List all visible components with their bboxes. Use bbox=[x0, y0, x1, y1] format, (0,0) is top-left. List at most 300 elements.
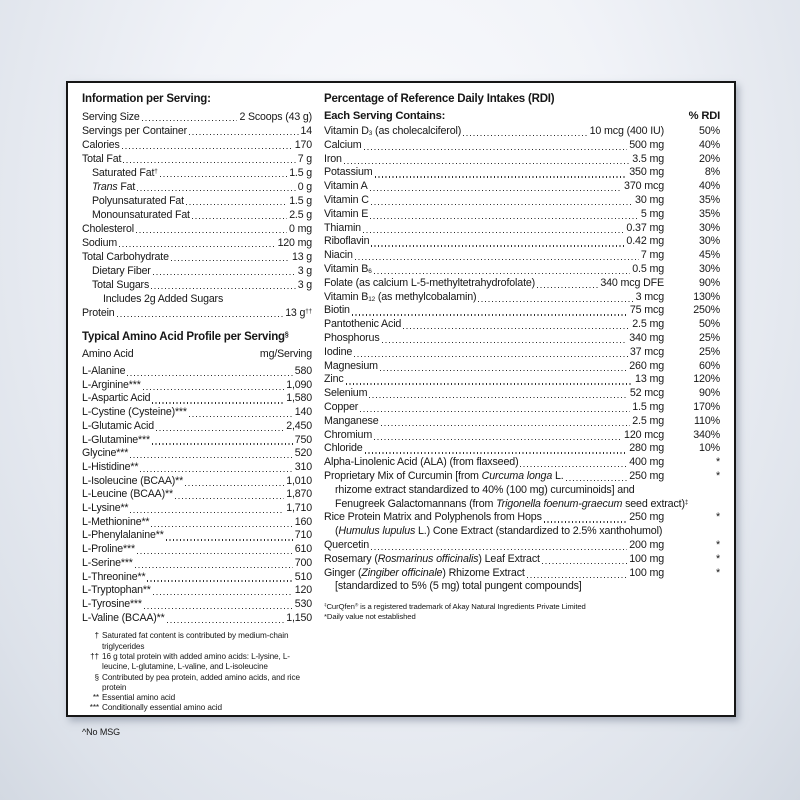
footnote-text: Conditionally essential amino acid bbox=[102, 703, 222, 713]
dot-leader bbox=[369, 397, 627, 398]
dot-leader bbox=[363, 232, 624, 233]
dot-leader bbox=[370, 190, 622, 191]
rdi-row-main bbox=[324, 429, 664, 443]
amino-row bbox=[82, 557, 312, 571]
row-label: L-Aspartic Acid bbox=[82, 392, 151, 405]
footnote: *Daily value not established bbox=[324, 611, 416, 621]
dot-leader bbox=[566, 480, 628, 481]
rdi-row-main bbox=[324, 442, 664, 456]
dot-leader bbox=[186, 204, 287, 205]
dot-leader bbox=[140, 471, 292, 472]
row-label: Total Carbohydrate bbox=[82, 251, 169, 263]
rdi-row-main bbox=[324, 208, 664, 222]
row-label: Vitamin D3 (as cholecalciferol) bbox=[324, 125, 462, 137]
footnote-text: Saturated fat content is contributed by medium-chain triglycerides bbox=[102, 631, 289, 651]
row-value: 0 mg bbox=[289, 223, 312, 235]
rdi-row bbox=[324, 208, 720, 222]
rdi-row bbox=[324, 318, 720, 332]
row-rdi: 60% bbox=[699, 359, 720, 372]
dot-leader bbox=[355, 259, 639, 260]
sup-text: ® bbox=[354, 602, 359, 608]
rdi-header-row bbox=[324, 109, 720, 123]
row-amount: 3.5 mg bbox=[632, 152, 664, 165]
dot-leader bbox=[381, 425, 631, 426]
amino-row bbox=[82, 612, 312, 626]
rdi-row bbox=[324, 222, 720, 236]
row-label: Total Sugars bbox=[92, 279, 150, 291]
row-label: L-Cystine (Cysteine)*** bbox=[82, 406, 187, 419]
row-amount: 13 mg bbox=[635, 373, 664, 386]
row-label: Thiamin bbox=[324, 221, 361, 234]
rdi-title: Percentage of Reference Daily Intakes (RDI) bbox=[324, 93, 555, 105]
row-value: 700 bbox=[294, 556, 312, 569]
row-amount: 250 mg bbox=[629, 469, 664, 482]
row-value: 710 bbox=[294, 529, 312, 542]
italic-text: Curcuma longa bbox=[481, 469, 553, 482]
rdi-row-main bbox=[324, 166, 664, 180]
row-value: 310 bbox=[294, 460, 312, 473]
footnote-marker: § bbox=[94, 672, 99, 682]
row-value: 160 bbox=[294, 515, 312, 528]
amino-header-unit: mg/Serving bbox=[259, 348, 312, 360]
row-value: 170 bbox=[294, 139, 312, 151]
row-label: Vitamin A bbox=[324, 180, 368, 193]
row-value: 13 g bbox=[291, 251, 312, 263]
row-label: Sodium bbox=[82, 237, 118, 249]
rdi-row-main bbox=[324, 153, 664, 167]
rdi-row-main bbox=[324, 511, 664, 525]
dot-leader bbox=[371, 204, 633, 205]
info-row bbox=[82, 264, 312, 278]
row-label: Alpha-Linolenic Acid (ALA) (from flaxseed) bbox=[324, 456, 519, 469]
amino-row bbox=[82, 502, 312, 516]
dot-leader bbox=[463, 135, 587, 136]
row-label: Total Fat bbox=[82, 153, 122, 165]
rdi-row bbox=[324, 291, 720, 305]
amino-row bbox=[82, 543, 312, 557]
row-rdi: 30% bbox=[699, 235, 720, 248]
row-rdi: * bbox=[715, 469, 720, 482]
info-row bbox=[82, 194, 312, 208]
rdi-row bbox=[324, 360, 720, 374]
rdi-row bbox=[324, 539, 720, 553]
rdi-row bbox=[324, 139, 720, 153]
row-label: Chloride bbox=[324, 442, 363, 455]
rdi-row bbox=[324, 387, 720, 401]
row-value: 1,870 bbox=[286, 488, 312, 501]
row-value: 3 g bbox=[297, 265, 312, 277]
dot-leader bbox=[137, 190, 296, 191]
row-label: Chromium bbox=[324, 428, 373, 441]
row-label: Folate (as calcium L-5-methyltetrahydrofolate) bbox=[324, 276, 536, 289]
rdi-row-main bbox=[324, 291, 664, 305]
row-label: Monounsaturated Fat bbox=[92, 209, 190, 221]
row-value: 2 Scoops (43 g) bbox=[239, 111, 312, 123]
amino-row bbox=[82, 406, 312, 420]
rdi-continuation: rhizome extract standardized to 40% (100 mg) curcuminoids] and bbox=[335, 483, 635, 496]
sup-text: ‡ bbox=[324, 602, 327, 608]
row-amount: 400 mg bbox=[629, 456, 664, 469]
rdi-row-main bbox=[324, 567, 664, 581]
row-value: 610 bbox=[294, 543, 312, 556]
row-label: Serving Size bbox=[82, 111, 140, 123]
footnote-text: Contributed by pea protein, added amino acids, and rice protein bbox=[102, 672, 300, 692]
rdi-row-main bbox=[324, 415, 664, 429]
row-label: Vitamin B12 (as methylcobalamin) bbox=[324, 290, 477, 303]
row-rdi: 90% bbox=[699, 387, 720, 400]
dot-leader bbox=[189, 416, 293, 417]
row-amount: 0.42 mg bbox=[626, 235, 664, 248]
row-amount: 500 mg bbox=[629, 138, 664, 151]
rdi-header-label: Each Serving Contains: bbox=[324, 110, 446, 122]
dot-leader bbox=[153, 594, 293, 595]
amino-row bbox=[82, 420, 312, 434]
row-label: Glycine*** bbox=[82, 447, 129, 460]
row-value: 14 bbox=[300, 125, 312, 137]
row-rdi: 40% bbox=[699, 138, 720, 151]
rdi-row bbox=[324, 511, 720, 525]
footnote-marker: †† bbox=[90, 651, 99, 661]
row-rdi: 110% bbox=[694, 414, 720, 427]
rdi-row bbox=[324, 263, 720, 277]
dot-leader bbox=[520, 466, 627, 467]
row-amount: 1.5 mg bbox=[632, 400, 664, 413]
rdi-row bbox=[324, 415, 720, 429]
row-label: L-Threonine** bbox=[82, 570, 146, 583]
row-label: Copper bbox=[324, 400, 359, 413]
rdi-continuation: Fenugreek Galactomannans (from Trigonella foenum-graecum seed extract)‡ bbox=[335, 497, 689, 510]
right-column bbox=[324, 93, 720, 737]
row-label: L-Leucine (BCAA)** bbox=[82, 488, 173, 501]
amino-row bbox=[82, 516, 312, 530]
dot-leader bbox=[160, 176, 288, 177]
row-label: Iron bbox=[324, 152, 342, 165]
dot-leader bbox=[374, 273, 631, 274]
rdi-row-main bbox=[324, 553, 664, 567]
row-rdi: 170% bbox=[693, 400, 720, 413]
info-row bbox=[82, 124, 312, 138]
rdi-row-main bbox=[324, 360, 664, 374]
row-label: Cholesterol bbox=[82, 223, 134, 235]
rdi-row-main bbox=[324, 470, 664, 484]
italic-text: Humulus lupulus bbox=[338, 525, 416, 538]
dot-leader bbox=[122, 148, 293, 149]
row-label: L-Isoleucine (BCAA)** bbox=[82, 474, 184, 487]
row-amount: 10 mcg (400 IU) bbox=[589, 125, 664, 137]
rdi-row-main bbox=[324, 387, 664, 401]
dot-leader bbox=[152, 402, 284, 403]
rdi-row-main bbox=[324, 249, 664, 263]
row-label: Protein bbox=[82, 307, 115, 319]
rdi-row-main bbox=[324, 222, 664, 236]
row-label: Saturated Fat† bbox=[92, 167, 158, 179]
dot-leader bbox=[527, 577, 628, 578]
dot-leader bbox=[478, 301, 633, 302]
row-label: Vitamin C bbox=[324, 193, 369, 206]
italic-text: Trans bbox=[92, 181, 118, 193]
rdi-row-main bbox=[324, 318, 664, 332]
row-rdi: 30% bbox=[699, 221, 720, 234]
dot-leader bbox=[135, 567, 293, 568]
footnote bbox=[82, 693, 312, 703]
row-rdi: 40% bbox=[699, 180, 720, 193]
row-label: Iodine bbox=[324, 345, 353, 358]
row-rdi: 50% bbox=[699, 125, 720, 137]
row-label: Vitamin E bbox=[324, 207, 369, 220]
dot-leader bbox=[130, 457, 293, 458]
row-value: 1,580 bbox=[286, 392, 312, 405]
row-label: Proprietary Mix of Curcumin [from Curcuma longa L. bbox=[324, 469, 564, 482]
amino-row bbox=[82, 529, 312, 543]
row-rdi: * bbox=[715, 511, 720, 524]
row-rdi: * bbox=[715, 552, 720, 565]
dot-leader bbox=[371, 245, 624, 246]
amino-row bbox=[82, 365, 312, 379]
rdi-row bbox=[324, 235, 720, 249]
sup-text: †† bbox=[305, 307, 312, 315]
row-rdi: * bbox=[715, 566, 720, 579]
info-row bbox=[82, 306, 312, 320]
row-rdi: 250% bbox=[693, 304, 720, 317]
row-value: 7 g bbox=[297, 153, 312, 165]
sub-text: 6 bbox=[368, 267, 372, 275]
dot-leader bbox=[166, 539, 293, 540]
dot-leader bbox=[185, 485, 284, 486]
row-label: Dietary Fiber bbox=[92, 265, 151, 277]
row-rdi: 8% bbox=[704, 166, 720, 179]
info-row bbox=[82, 166, 312, 180]
footnote bbox=[82, 652, 312, 673]
italic-text: Rosmarinus officinalis bbox=[377, 552, 479, 565]
row-label: Phosphorus bbox=[324, 331, 380, 344]
row-label: L-Serine*** bbox=[82, 556, 133, 569]
dot-leader bbox=[344, 163, 630, 164]
row-value: 580 bbox=[294, 365, 312, 377]
row-label: L-Glutamine*** bbox=[82, 433, 150, 446]
info-row bbox=[82, 250, 312, 264]
footnote-marker: † bbox=[94, 631, 99, 641]
amino-row bbox=[82, 475, 312, 489]
dot-leader bbox=[370, 218, 639, 219]
row-value: 1,090 bbox=[286, 378, 312, 391]
info-row bbox=[82, 152, 312, 166]
amino-row bbox=[82, 571, 312, 585]
rdi-row bbox=[324, 249, 720, 263]
row-value: 530 bbox=[294, 597, 312, 610]
amino-row bbox=[82, 434, 312, 448]
amino-row bbox=[82, 461, 312, 475]
row-amount: 5 mg bbox=[640, 207, 664, 220]
rdi-rows bbox=[324, 125, 720, 594]
row-rdi: 120% bbox=[693, 373, 720, 386]
row-amount: 340 mcg DFE bbox=[600, 276, 664, 289]
row-amount: 100 mg bbox=[629, 552, 664, 565]
rdi-row bbox=[324, 470, 720, 484]
amino-row bbox=[82, 598, 312, 612]
row-label: Vitamin B6 bbox=[324, 262, 372, 275]
dot-leader bbox=[192, 218, 287, 219]
dot-leader bbox=[144, 608, 293, 609]
row-rdi: 35% bbox=[699, 207, 720, 220]
dot-leader bbox=[537, 287, 598, 288]
row-value: 2,450 bbox=[286, 419, 312, 432]
dot-leader bbox=[175, 498, 284, 499]
info-row bbox=[82, 236, 312, 250]
rdi-header-percent: % RDI bbox=[688, 110, 720, 122]
rdi-row bbox=[324, 429, 720, 443]
dot-leader bbox=[371, 549, 627, 550]
row-value: 120 bbox=[294, 584, 312, 597]
dot-leader bbox=[171, 260, 290, 261]
row-rdi: 25% bbox=[699, 331, 720, 344]
row-value: 510 bbox=[294, 570, 312, 583]
dot-leader bbox=[365, 452, 628, 453]
rdi-row bbox=[324, 553, 720, 567]
rdi-row-main bbox=[324, 373, 664, 387]
dot-leader bbox=[137, 553, 293, 554]
amino-profile-title: Typical Amino Acid Profile per Serving§ bbox=[82, 331, 289, 343]
rdi-continuation: [standardized to 5% (5 mg) total pungent compounds] bbox=[335, 580, 582, 593]
rdi-row bbox=[324, 456, 720, 470]
rdi-row bbox=[324, 567, 720, 581]
supplement-facts-panel bbox=[66, 81, 736, 737]
sup-text: † bbox=[154, 167, 158, 175]
left-footnotes bbox=[82, 631, 312, 713]
sup-text: ‡ bbox=[684, 498, 689, 506]
row-rdi: 50% bbox=[699, 318, 720, 331]
row-rdi: 45% bbox=[699, 249, 720, 262]
footnote bbox=[82, 631, 312, 652]
dot-leader bbox=[189, 134, 298, 135]
row-label: L-Arginine*** bbox=[82, 378, 141, 391]
rdi-row-main bbox=[324, 194, 664, 208]
row-value: 120 mg bbox=[277, 237, 312, 249]
rdi-row bbox=[324, 166, 720, 180]
row-amount: 52 mcg bbox=[629, 387, 664, 400]
row-label: Potassium bbox=[324, 166, 373, 179]
row-rdi: 20% bbox=[699, 152, 720, 165]
row-label: Quercetin bbox=[324, 538, 369, 551]
amino-row bbox=[82, 488, 312, 502]
row-amount: 75 mcg bbox=[629, 304, 664, 317]
dot-leader bbox=[360, 411, 630, 412]
dot-leader bbox=[151, 526, 292, 527]
rdi-row bbox=[324, 194, 720, 208]
row-rdi: 340% bbox=[693, 428, 720, 441]
row-label: Selenium bbox=[324, 387, 368, 400]
row-label: Trans Fat bbox=[92, 181, 136, 193]
row-amount: 30 mg bbox=[635, 193, 664, 206]
row-value: 1.5 g bbox=[289, 195, 312, 207]
sub-text: 3 bbox=[368, 129, 373, 137]
footnote: ‡CurQfen® is a registered trademark of Akay Natural Ingredients Private Limited bbox=[324, 602, 586, 612]
row-label: L-Tyrosine*** bbox=[82, 597, 142, 610]
dot-leader bbox=[123, 162, 295, 163]
row-label: Polyunsaturated Fat bbox=[92, 195, 184, 207]
row-label: L-Alanine bbox=[82, 365, 126, 377]
row-label: L-Phenylalanine** bbox=[82, 529, 164, 542]
row-label: Rosemary (Rosmarinus officinalis) Leaf Extract bbox=[324, 552, 540, 565]
row-rdi: 130% bbox=[693, 290, 720, 303]
dot-leader bbox=[364, 149, 628, 150]
dot-leader bbox=[130, 512, 284, 513]
row-label: Manganese bbox=[324, 414, 379, 427]
row-label: L-Proline*** bbox=[82, 543, 135, 556]
row-label: Ginger (Zingiber officinale) Rhizome Extract bbox=[324, 566, 525, 579]
info-row bbox=[82, 222, 312, 236]
row-amount: 2.5 mg bbox=[632, 414, 664, 427]
row-amount: 37 mcg bbox=[629, 345, 664, 358]
row-label: Niacin bbox=[324, 249, 353, 262]
row-label: Calories bbox=[82, 139, 120, 151]
rdi-row bbox=[324, 277, 720, 291]
row-amount: 0.37 mg bbox=[626, 221, 664, 234]
no-msg-note: ^No MSG bbox=[82, 726, 121, 737]
dot-leader bbox=[542, 563, 627, 564]
sup-text: § bbox=[284, 331, 289, 339]
dot-leader bbox=[375, 176, 628, 177]
dot-leader bbox=[352, 314, 628, 315]
row-value: 1.5 g bbox=[289, 167, 312, 179]
row-label: Biotin bbox=[324, 304, 350, 317]
row-amount: 340 mg bbox=[629, 331, 664, 344]
row-rdi: * bbox=[715, 456, 720, 469]
row-label: Calcium bbox=[324, 138, 362, 151]
rdi-row bbox=[324, 346, 720, 360]
row-label: Includes 2g Added Sugars bbox=[103, 293, 224, 305]
rdi-row bbox=[324, 304, 720, 318]
row-value: 2.5 g bbox=[289, 209, 312, 221]
row-amount: 7 mg bbox=[640, 249, 664, 262]
info-row bbox=[82, 180, 312, 194]
row-label: L-Tryptophan** bbox=[82, 584, 151, 597]
rdi-row-main bbox=[324, 235, 664, 249]
rdi-continuation: (Humulus lupulus L.) Cone Extract (standardized to 2.5% xanthohumol) bbox=[335, 525, 663, 538]
dot-leader bbox=[382, 342, 628, 343]
footnote bbox=[82, 673, 312, 694]
row-value: 140 bbox=[294, 406, 312, 419]
row-amount: 350 mg bbox=[629, 166, 664, 179]
row-label: Pantothenic Acid bbox=[324, 318, 402, 331]
dot-leader bbox=[147, 580, 292, 581]
footnote-marker: *** bbox=[89, 703, 99, 713]
row-value: 13 g†† bbox=[285, 307, 312, 319]
rdi-row bbox=[324, 125, 720, 139]
rdi-row-main bbox=[324, 263, 664, 277]
row-amount: 260 mg bbox=[629, 359, 664, 372]
dot-leader bbox=[127, 375, 292, 376]
footnote bbox=[82, 703, 312, 713]
row-label: Zinc bbox=[324, 373, 344, 386]
dot-leader bbox=[119, 246, 276, 247]
dot-leader bbox=[167, 622, 285, 623]
row-amount: 200 mg bbox=[629, 538, 664, 551]
footnote-marker: ** bbox=[92, 693, 99, 703]
rdi-row-main bbox=[324, 539, 664, 553]
amino-row bbox=[82, 584, 312, 598]
info-row bbox=[82, 208, 312, 222]
amino-row bbox=[82, 447, 312, 461]
row-value: 750 bbox=[294, 433, 312, 446]
amino-header-row bbox=[82, 348, 312, 361]
rdi-row-main bbox=[324, 401, 664, 415]
dot-leader bbox=[117, 316, 284, 317]
dot-leader bbox=[143, 389, 285, 390]
rdi-row bbox=[324, 153, 720, 167]
amino-rows bbox=[82, 365, 312, 625]
row-amount: 370 mcg bbox=[624, 180, 664, 193]
rdi-row bbox=[324, 401, 720, 415]
